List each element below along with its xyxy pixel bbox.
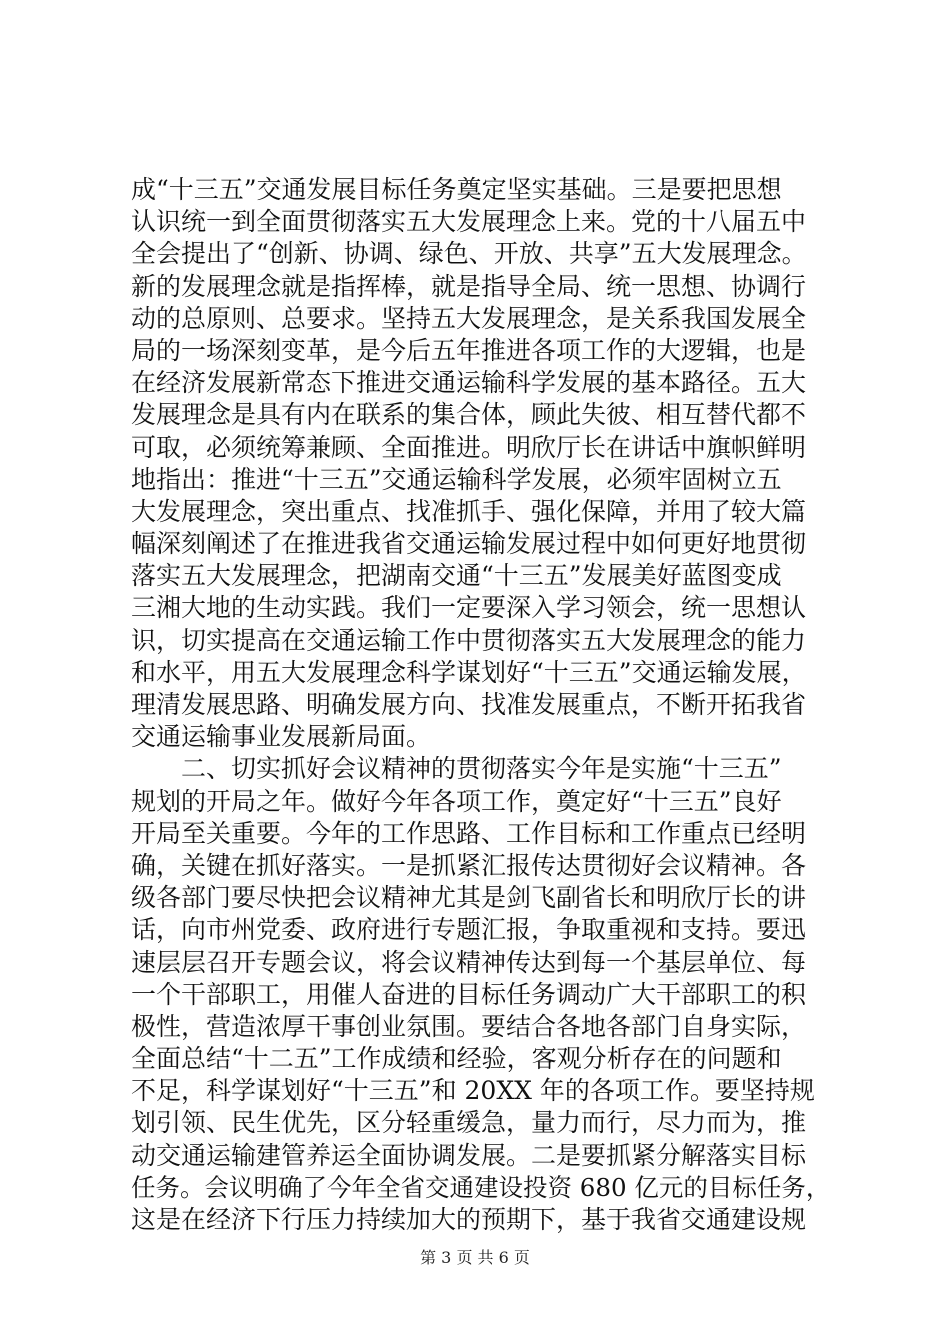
text-line: 发展理念是具有内在联系的集合体，顾此失彼、相互替代都不 [131,400,807,430]
text-line: 幅深刻阐述了在推进我省交通运输发展过程中如何更好地贯彻 [131,529,807,559]
text-line: 三湘大地的生动实践。我们一定要深入学习领会，统一思想认 [131,593,807,623]
text-line: 新的发展理念就是指挥棒，就是指导全局、统一思想、协调行 [131,271,807,301]
text-line: 理清发展思路、明确发展方向、找准发展重点，不断开拓我省 [131,690,807,719]
text-line: 确，关键在抓好落实。一是抓紧汇报传达贯彻好会议精神。各 [131,850,807,880]
text-line: 极性，营造浓厚干事创业氛围。要结合各地各部门自身实际， [131,1011,807,1041]
text-line: 和水平，用五大发展理念科学谋划好“十三五”交通运输发展， [131,657,807,687]
text-line: 识，切实提高在交通运输工作中贯彻落实五大发展理念的能力 [131,625,807,655]
text-line: 不足，科学谋划好“十三五”和 20XX 年的各项工作。要坚持规 [131,1076,815,1106]
text-line: 交通运输事业发展新局面。 [131,722,432,752]
text-line: 成“十三五”交通发展目标任务奠定坚实基础。三是要把思想 [131,175,782,204]
text-line: 开局至关重要。今年的工作思路、工作目标和工作重点已经明 [131,818,807,848]
text-line: 动的总原则、总要求。坚持五大发展理念，是关系我国发展全 [131,303,807,333]
text-line: 大发展理念，突出重点、找准抓手、强化保障，并用了较大篇 [131,496,807,526]
text-line: 二、切实抓好会议精神的贯彻落实今年是实施“十三五” [131,754,782,784]
text-line: 级各部门要尽快把会议精神尤其是剑飞副省长和明欣厅长的讲 [131,883,807,913]
text-line: 这是在经济下行压力持续加大的预期下，基于我省交通建设规 [131,1205,807,1234]
text-line: 动交通运输建管养运全面协调发展。二是要抓紧分解落实目标 [131,1140,807,1170]
text-line: 在经济发展新常态下推进交通运输科学发展的基本路径。五大 [131,368,807,398]
text-line: 全面总结“十二五”工作成绩和经验，客观分析存在的问题和 [131,1044,782,1074]
text-line: 可取，必须统筹兼顾、全面推进。明欣厅长在讲话中旗帜鲜明 [131,432,807,462]
text-line: 规划的开局之年。做好今年各项工作，奠定好“十三五”良好 [131,786,782,816]
text-line: 划引领、民生优先，区分轻重缓急，量力而行，尽力而为，推 [131,1108,807,1138]
text-line: 话，向市州党委、政府进行专题汇报，争取重视和支持。要迅 [131,915,807,945]
text-line: 全会提出了“创新、协调、绿色、开放、共享”五大发展理念。 [131,239,807,269]
text-line: 认识统一到全面贯彻落实五大发展理念上来。党的十八届五中 [131,207,807,237]
text-line: 速层层召开专题会议，将会议精神传达到每一个基层单位、每 [131,947,807,977]
text-line: 落实五大发展理念，把湖南交通“十三五”发展美好蓝图变成 [131,561,782,591]
body-text [131,174,831,1236]
text-line: 地指出：推进“十三五”交通运输科学发展，必须牢固树立五 [131,464,782,494]
text-line: 任务。会议明确了今年全省交通建设投资 680 亿元的目标任务， [131,1172,831,1202]
text-line: 一个干部职工，用催人奋进的目标任务调动广大干部职工的积 [131,979,807,1009]
text-line: 局的一场深刻变革，是今后五年推进各项工作的大逻辑，也是 [131,335,807,365]
page-footer: 第 3 页 共 6 页 [420,1248,530,1267]
